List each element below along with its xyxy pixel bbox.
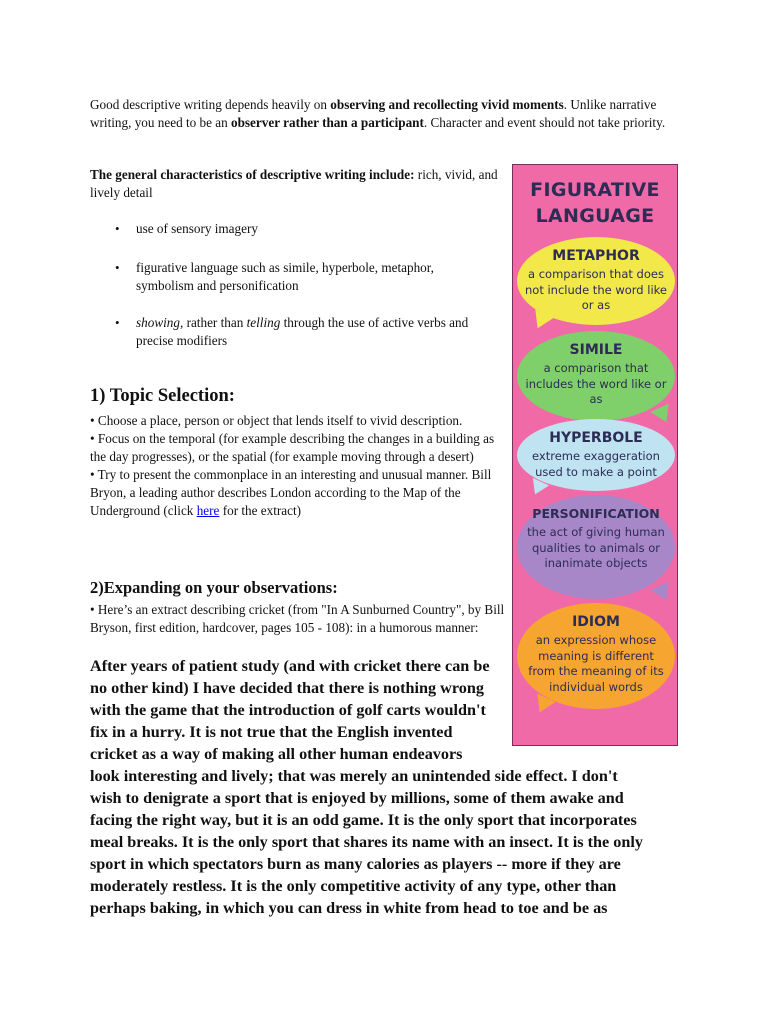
bubble-definition: a comparison that includes the word like or as — [525, 361, 667, 406]
personification-bubble — [517, 495, 675, 599]
story-line: with the game that the introduction of golf carts wouldn't — [90, 701, 486, 719]
bubble-term: METAPHOR — [552, 248, 640, 264]
expanding-point-1: • Here’s an extract describing cricket (from "In A Sunburned Country", by Bill Bryson, first edition, hardcover, pages 105 - 108): in a humorous manner: — [90, 602, 505, 635]
story-line: meal breaks. It is the only sport that shares its name with an insect. It is the only — [90, 833, 643, 851]
story-line: no other kind) I have decided that there is nothing wrong — [90, 679, 484, 697]
topic-point-3 — [90, 466, 505, 520]
story-line: wish to denigrate a sport that is enjoyed by millions, some of them awake and — [90, 789, 624, 807]
extract-link[interactable]: here — [196, 503, 220, 518]
bubble-definition: extreme exaggeration used to make a point — [532, 449, 660, 479]
intro-bold-2: observer rather than a participant — [231, 115, 424, 130]
metaphor-bubble — [517, 237, 675, 325]
intro-paragraph — [90, 96, 680, 132]
intro-bold-1: observing and recollecting vivid moments — [330, 97, 564, 112]
general-characteristics — [90, 166, 500, 202]
figurative-language-poster — [512, 164, 678, 746]
story-line: moderately restless. It is the only competitive activity of any type, other than — [90, 877, 617, 895]
list-item-text: use of sensory imagery — [136, 221, 258, 236]
story-line: facing the right way, but it is an odd game. It is the only sport that incorporates — [90, 811, 637, 829]
expanding-heading: 2)Expanding on your observations: — [90, 578, 338, 597]
intro-text-2: . Unlike narrative writing, you need to be an — [90, 97, 657, 130]
story-line: perhaps baking, in which you can dress in white from head to toe and be as — [90, 899, 608, 917]
intro-text-3: . Character and event should not take priority. — [423, 115, 666, 130]
bubble-definition: the act of giving human qualities to animals or inanimate objects — [527, 525, 665, 570]
topic-selection-body — [90, 412, 505, 520]
list-item-text: figurative language such as simile, hyperbole, metaphor, symbolism and personification — [136, 260, 434, 293]
intro-text-1: Good descriptive writing depends heavily on — [90, 97, 331, 112]
hyperbole-bubble — [517, 419, 675, 491]
story-line: After years of patient study (and with cricket there can be — [90, 657, 490, 675]
story-line: cricket as a way of making all other human endeavors — [90, 745, 463, 763]
characteristics-list — [110, 220, 490, 350]
poster-title-line-1: FIGURATIVE — [530, 179, 660, 201]
bubble-term: PERSONIFICATION — [532, 506, 660, 521]
list-item — [110, 259, 490, 295]
poster-title — [513, 177, 677, 229]
topic-point-2: • Focus on the temporal (for example describing the changes in a building as the day progresses), or the spatial (for example moving through a desert) — [90, 431, 495, 464]
topic-selection-heading: 1) Topic Selection: — [90, 386, 235, 406]
list-item — [110, 220, 490, 238]
bubble-term: SIMILE — [569, 342, 623, 358]
italic-telling: telling — [246, 315, 281, 330]
general-heading: The general characteristics of descriptive writing include: — [90, 167, 415, 182]
topic-point-3-text: • Try to present the commonplace in an interesting and unusual manner. Bill Bryon, a leading author describes London according to the Map of the Underground (click — [90, 467, 492, 518]
topic-point-1: • Choose a place, person or object that lends itself to vivid description. — [90, 413, 463, 428]
topic-point-3-end: for the extract) — [219, 503, 302, 518]
idiom-bubble — [517, 603, 675, 709]
expanding-body — [90, 601, 510, 637]
bubble-definition: an expression whose meaning is different from the meaning of its individual words — [528, 633, 664, 694]
italic-showing: showing — [136, 315, 180, 330]
bubble-term: HYPERBOLE — [549, 430, 643, 446]
story-line: sport in which spectators burn as many calories as players -- more if they are — [90, 855, 621, 873]
poster-title-line-2: LANGUAGE — [535, 205, 655, 227]
bubble-term: IDIOM — [572, 614, 620, 630]
list-item-text: , rather than — [179, 315, 247, 330]
general-rest: rich, vivid, and lively detail — [90, 167, 498, 200]
list-item-text: through the use of active verbs and precise modifiers — [136, 315, 469, 348]
bubble-tail — [651, 582, 676, 605]
list-item — [110, 314, 490, 350]
story-line: look interesting and lively; that was merely an unintended side effect. I don't — [90, 767, 618, 785]
story-line: fix in a hurry. It is not true that the English invented — [90, 723, 453, 741]
bubble-definition: a comparison that does not include the word like or as — [525, 267, 667, 312]
simile-bubble — [517, 331, 675, 421]
